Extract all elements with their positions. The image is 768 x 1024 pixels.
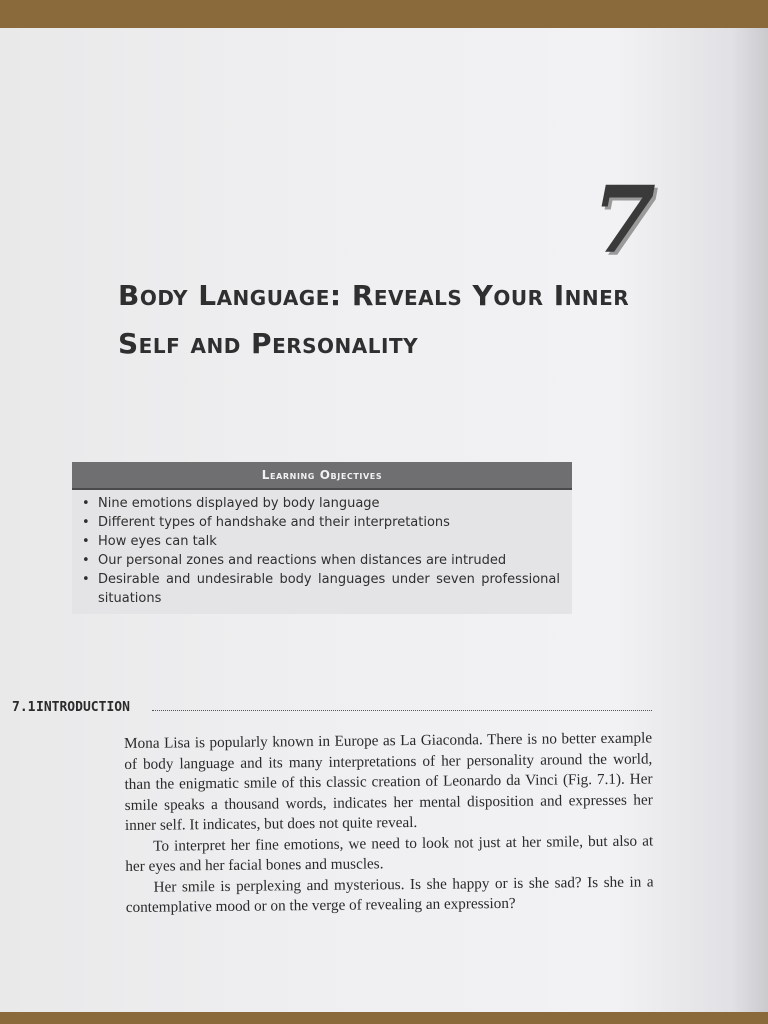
learning-objectives-list xyxy=(72,490,572,608)
chapter-title: Body Language: Reveals Your Inner Self and Personality xyxy=(118,279,630,360)
list-item xyxy=(82,494,560,513)
bullet-icon: • xyxy=(82,572,90,587)
learning-objectives-header: Learning Objectives xyxy=(72,462,572,490)
learning-objectives-box xyxy=(72,462,572,614)
section-heading xyxy=(12,698,652,720)
bullet-icon: • xyxy=(82,553,90,568)
bullet-icon: • xyxy=(82,515,90,530)
paragraph: Her smile is perplexing and mysterious. Is she happy or is she sad? Is she in a contemplative mood or on the verge of revealing an expression? xyxy=(125,872,654,916)
section-number: 7.1 xyxy=(12,700,36,715)
paragraph: Mona Lisa is popularly known in Europe as La Giaconda. There is no better example of body language and its many interpretations of her personality around the world, than the enigmatic smile of this classic creation of Leonardo da Vinci (Fig. 7.1). Her smile speaks a thousand words, indicates her mental disposition and expresses her inner self. It indicates, but does not quite reveal. xyxy=(124,729,653,834)
list-item xyxy=(82,570,560,608)
bullet-icon: • xyxy=(82,496,90,511)
book-page xyxy=(0,28,768,1012)
list-item xyxy=(82,532,560,551)
body-text xyxy=(124,728,654,918)
chapter-number: 7 xyxy=(592,166,657,274)
paragraph: To interpret her fine emotions, we need to look not just at her smile, but also at her eyes and her facial bones and muscles. xyxy=(125,831,654,875)
page-edge-shadow xyxy=(732,28,768,1012)
list-item xyxy=(82,551,560,570)
objective-text: Different types of handshake and their interpretations xyxy=(98,515,450,530)
bullet-icon: • xyxy=(82,534,90,549)
list-item xyxy=(82,513,560,532)
objective-text: Desirable and undesirable body languages under seven professional situations xyxy=(98,572,560,606)
section-divider xyxy=(152,710,652,711)
section-title: INTRODUCTION xyxy=(36,700,130,715)
objective-text: Nine emotions displayed by body language xyxy=(98,496,380,511)
objective-text: How eyes can talk xyxy=(98,534,217,549)
objective-text: Our personal zones and reactions when distances are intruded xyxy=(98,553,507,568)
